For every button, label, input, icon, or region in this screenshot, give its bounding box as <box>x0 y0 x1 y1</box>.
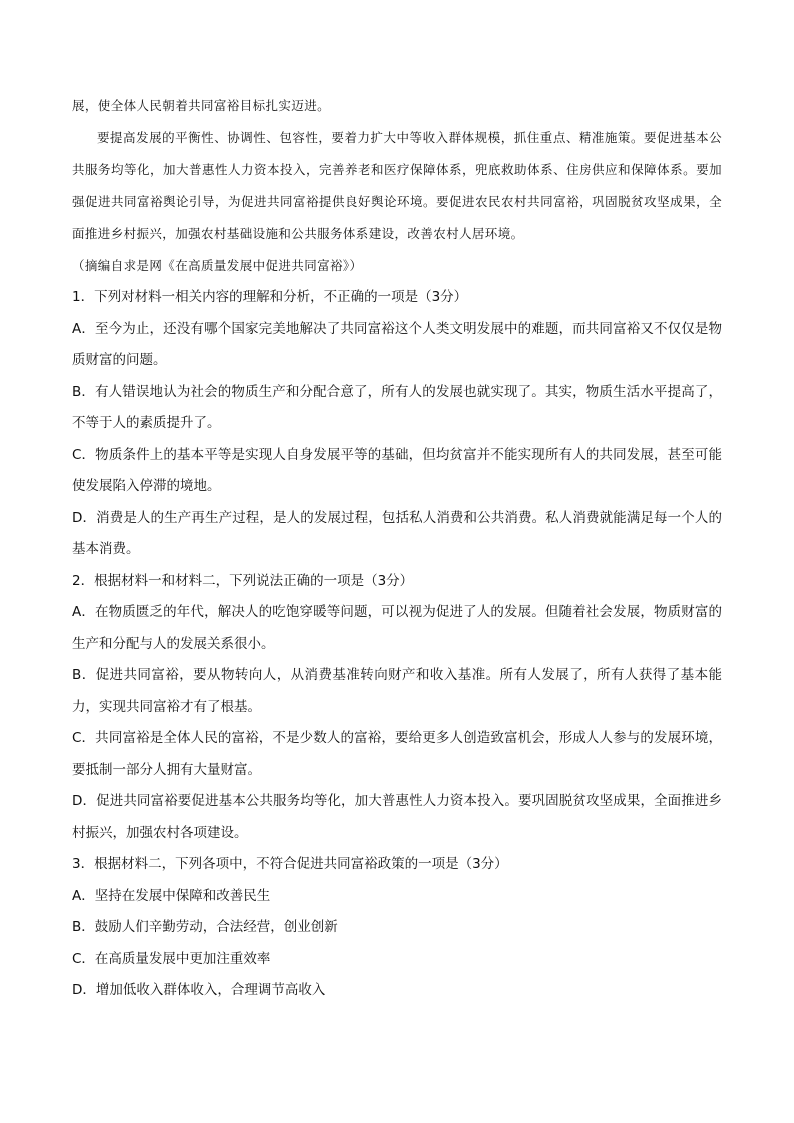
question-2 <box>72 566 722 850</box>
option-c: C．在高质量发展中更加注重效率 <box>72 950 271 967</box>
question-stem: 1．下列对材料一相关内容的理解和分析，不正确的一项是（3分） <box>72 289 468 305</box>
reading-passage <box>72 90 722 282</box>
question-stem: 2．根据材料一和材料二，下列说法正确的一项是（3分） <box>72 572 414 589</box>
option-b: B．有人错误地认为社会的物质生产和分配合意了，所有人的发展也就实现了。其实，物质生活水平提高了，不等于人的素质提升了。 <box>72 383 722 431</box>
question-stem: 3．根据材料二，下列各项中，不符合促进共同富裕政策的一项是（3分） <box>72 856 508 872</box>
option-a: A．至今为止，还没有哪个国家完美地解决了共同富裕这个人类文明发展中的难题，而共同富裕又不仅仅是物质财富的问题。 <box>72 320 722 368</box>
option-a: A．在物质匮乏的年代，解决人的吃饱穿暖等问题，可以视为促进了人的发展。但随着社会发展，物质财富的生产和分配与人的发展关系很小。 <box>72 604 722 652</box>
option-a: A．坚持在发展中保障和改善民生 <box>72 887 271 904</box>
option-b: B．鼓励人们辛勤劳动，合法经营，创业创新 <box>72 919 338 935</box>
question-1 <box>72 282 722 566</box>
passage-paragraph-2: 要提高发展的平衡性、协调性、包容性，要着力扩大中等收入群体规模，抓住重点、精准施策。要促进基本公共服务均等化，加大普惠性人力资本投入，完善养老和医疗保障体系，兜底救助体系、住房供应和保障体系。要加强促进共同富裕舆论引导，为促进共同富裕提供良好舆论环境。要促进农民农村共同富裕，巩固脱贫攻坚成果，全面推进乡村振兴，加强农村基础设施和公共服务体系建设，改善农村人居环境。 <box>72 130 722 241</box>
option-d: D．增加低收入群体收入，合理调节高收入 <box>72 982 326 998</box>
option-c: C．物质条件上的基本平等是实现人自身发展平等的基础，但均贫富并不能实现所有人的共同发展，甚至可能使发展陷入停滞的境地。 <box>72 446 722 494</box>
question-3 <box>72 849 722 1007</box>
option-c: C．共同富裕是全体人民的富裕，不是少数人的富裕，要给更多人创造致富机会，形成人人参与的发展环境，要抵制一部分人拥有大量财富。 <box>72 730 722 778</box>
passage-paragraph-1: 展，使全体人民朝着共同富裕目标扎实迈进。 <box>72 98 331 113</box>
option-b: B．促进共同富裕，要从物转向人，从消费基准转向财产和收入基准。所有人发展了，所有人获得了基本能力，实现共同富裕才有了根基。 <box>72 667 722 715</box>
option-d: D．促进共同富裕要促进基本公共服务均等化，加大普惠性人力资本投入。要巩固脱贫攻坚成果，全面推进乡村振兴，加强农村各项建设。 <box>72 793 722 841</box>
passage-source: （摘编自求是网《在高质量发展中促进共同富裕》） <box>72 258 363 273</box>
option-d: D．消费是人的生产再生产过程，是人的发展过程，包括私人消费和公共消费。私人消费就能满足每一个人的基本消费。 <box>72 509 722 557</box>
